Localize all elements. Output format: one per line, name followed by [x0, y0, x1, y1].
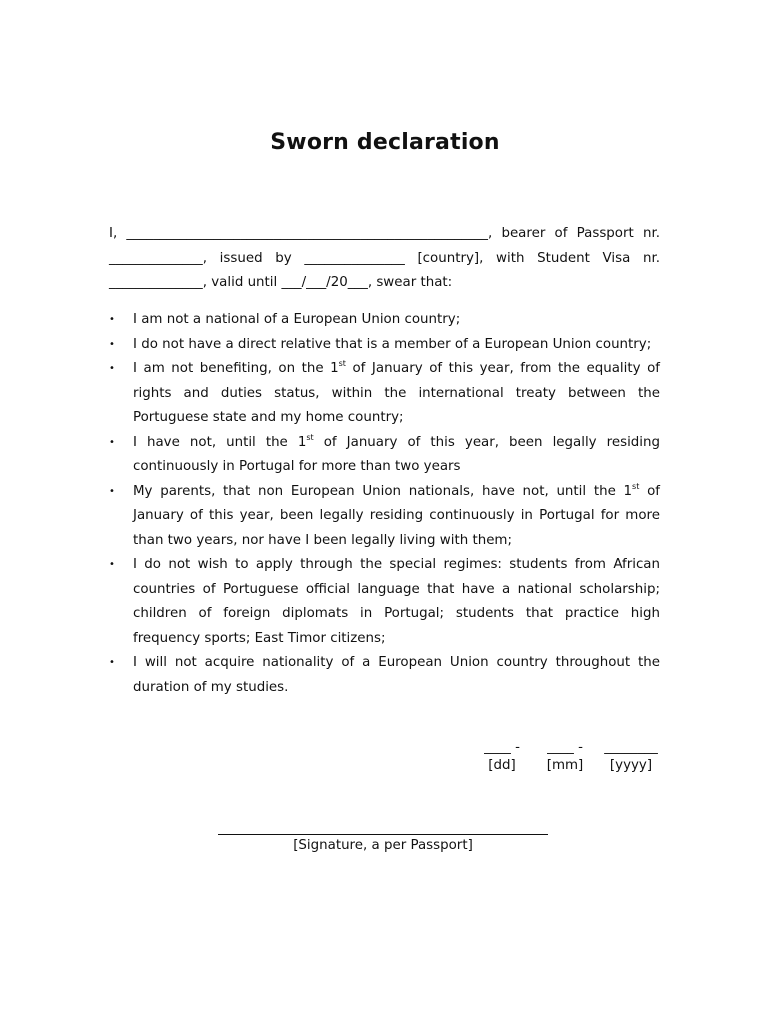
bullet-icon: •	[109, 363, 115, 374]
signature-block	[218, 820, 548, 856]
date-month-label: [mm]	[546, 758, 584, 773]
list-item-text: I do not have a direct relative that is a member of a European Union country;	[133, 336, 652, 352]
ordinal-suffix: st	[338, 359, 346, 368]
date-month-field[interactable]	[543, 740, 587, 776]
list-item	[109, 431, 660, 480]
document-title: Sworn declaration	[270, 130, 500, 155]
declaration-list	[109, 308, 660, 700]
date-year-field[interactable]	[600, 740, 662, 776]
declarant-intro: I, ______________________________________________________, bearer of Passport nr. ______________, issued by _______________ [country], with Student Visa nr. ______________, valid until ___/___/20___, swear that:	[109, 226, 660, 290]
list-item	[109, 308, 660, 333]
list-item-text: My parents, that non European Union nationals, have not, until the 1st of January of this year, been legally residing continuously in Portugal for more than two years, nor have I been legally living with them;	[133, 481, 660, 548]
list-item	[109, 553, 660, 651]
list-item-text: I will not acquire nationality of a European Union country throughout the duration of my studies.	[133, 655, 660, 695]
list-item	[109, 357, 660, 431]
list-item-text: I am not a national of a European Union country;	[133, 312, 461, 327]
list-item-text: I do not wish to apply through the special regimes: students from African countries of Portuguese official language that have a national scholarship; children of foreign diplomats in Portugal; students that practice high frequency sports; East Timor citizens;	[133, 557, 660, 646]
date-month-line: ____ -	[547, 740, 583, 755]
bullet-icon: •	[109, 314, 115, 325]
list-item	[109, 480, 660, 554]
date-year-line: ________	[604, 740, 658, 755]
date-day-label: [dd]	[488, 758, 516, 773]
ordinal-suffix: st	[632, 481, 640, 491]
list-item-text: I am not benefiting, on the 1st of January of this year, from the equality of rights and duties status, within the international treaty between the Portuguese state and my home country;	[133, 359, 660, 425]
list-item	[109, 651, 660, 700]
date-year-label: [yyyy]	[609, 758, 653, 773]
bullet-icon: •	[109, 559, 115, 570]
signature-line[interactable]	[218, 820, 548, 835]
list-item	[109, 333, 660, 358]
signature-label: [Signature, a per Passport]	[293, 838, 473, 853]
date-day-line: ____ -	[484, 740, 520, 755]
list-item-text: I have not, until the 1st of January of this year, been legally residing continuously in Portugal for more than two years	[133, 432, 660, 474]
bullet-icon: •	[109, 485, 115, 497]
date-day-field[interactable]	[480, 740, 524, 776]
bullet-icon: •	[109, 338, 115, 350]
bullet-icon: •	[109, 436, 115, 448]
bullet-icon: •	[109, 657, 115, 668]
ordinal-suffix: st	[306, 432, 314, 442]
